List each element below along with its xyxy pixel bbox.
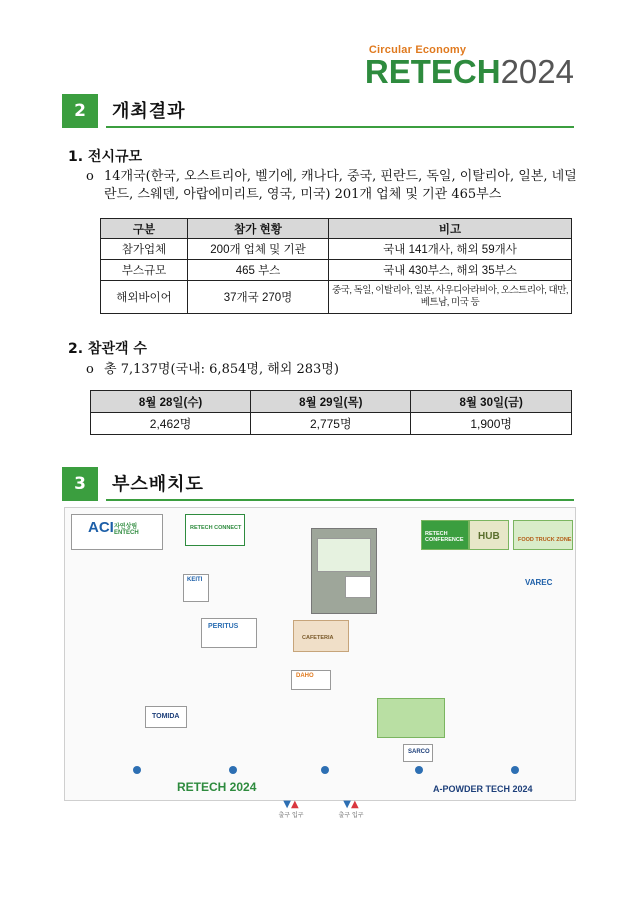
elc-booth — [345, 576, 371, 598]
table-cell: 해외바이어 — [101, 281, 188, 314]
table-header: 구분 — [101, 219, 188, 239]
table-row — [101, 239, 572, 260]
map-marker — [511, 766, 519, 774]
visitors-table — [90, 390, 572, 435]
table-cell: 중국, 독일, 이탈리아, 일본, 사우디아라비아, 오스트리아, 대만, 베트남, 미국 등 — [329, 281, 572, 314]
booth-floorplan — [64, 507, 576, 801]
section-title: 부스배치도 — [112, 474, 204, 495]
section-number: 3 — [62, 467, 98, 501]
logo-subtitle: Circular Economy — [368, 44, 467, 56]
aci-label: ACI — [88, 519, 114, 536]
sarco-booth — [403, 744, 433, 762]
table-cell: 1,900명 — [411, 413, 572, 435]
exit-label: 출구 입구 — [338, 812, 364, 819]
cafeteria-label: CAFETERIA — [302, 635, 334, 641]
table-row — [101, 260, 572, 281]
sarco-label: SARCO — [408, 749, 430, 755]
table-header: 비고 — [329, 219, 572, 239]
logo-year: 2024 — [500, 53, 574, 90]
section-2-header — [62, 94, 574, 128]
bullet-mark: o — [86, 169, 94, 184]
logo-retech: RETECH — [364, 53, 501, 90]
retech-connect-booth — [185, 514, 245, 546]
conference-booth — [421, 520, 469, 550]
table-header: 8월 28일(수) — [91, 391, 251, 413]
arrow-icon: ▼▲ — [343, 799, 359, 810]
keiti-booth — [183, 574, 209, 602]
retech-connect-label: RETECH CONNECT — [190, 525, 242, 531]
cafeteria — [293, 620, 349, 652]
map-marker — [321, 766, 329, 774]
exit-label: 출구 입구 — [278, 812, 304, 819]
central-booth — [317, 538, 371, 572]
table-header: 참가 현황 — [188, 219, 329, 239]
table-cell: 참가업체 — [101, 239, 188, 260]
exhibit-table — [100, 218, 572, 314]
map-marker — [229, 766, 237, 774]
food-truck-zone — [513, 520, 573, 550]
conference-label: RETECH CONFERENCE — [425, 531, 464, 543]
entrance-marker-2 — [336, 799, 366, 819]
table-header: 8월 30일(금) — [411, 391, 572, 413]
map-marker — [415, 766, 423, 774]
peritus-booth — [201, 618, 257, 648]
table-cell: 200개 업체 및 기관 — [188, 239, 329, 260]
daho-booth — [291, 670, 331, 690]
table-cell: 국내 141개사, 해외 59개사 — [329, 239, 572, 260]
visitors-text: 총 7,137명(국내: 6,854명, 해외 283명) — [104, 362, 339, 377]
visitors-bullet — [86, 361, 580, 379]
section-number: 2 — [62, 94, 98, 128]
retech-logo — [365, 44, 574, 88]
logo-wordmark — [364, 53, 574, 90]
visitors-heading: 2. 참관객 수 — [68, 341, 147, 357]
peritus-label: PERITUS — [208, 623, 239, 630]
tomida-label: TOMIDA — [152, 713, 180, 720]
exhibit-text: 14개국(한국, 오스트리아, 벨기에, 캐나다, 중국, 핀란드, 독일, 이탈리아, 일본, 네덜란드, 스웨덴, 아랍에미리트, 영국, 미국) 201개 업체 및 기관 465부스 — [104, 169, 577, 202]
keiti-label: KEITI — [187, 577, 203, 583]
table-cell: 국내 430부스, 해외 35부스 — [329, 260, 572, 281]
aci-booth — [71, 514, 163, 550]
entrance-marker-1 — [276, 799, 306, 819]
exhibit-bullet — [86, 168, 580, 204]
apowder-logo: A-POWDER TECH 2024 — [433, 784, 533, 794]
table-cell: 465 부스 — [188, 260, 329, 281]
food-truck-label: FOOD TRUCK ZONE — [518, 537, 572, 543]
table-row — [91, 413, 572, 435]
table-row — [101, 281, 572, 314]
varec-booth — [485, 570, 573, 596]
arrow-icon: ▼▲ — [283, 799, 299, 810]
varec-label: VAREC — [525, 578, 553, 587]
hub-label: HUB — [478, 531, 500, 542]
section-underline — [106, 126, 574, 128]
section-underline — [106, 499, 574, 501]
section-title: 개최결과 — [112, 101, 186, 122]
table-header: 8월 29일(목) — [251, 391, 411, 413]
table-cell: 2,462명 — [91, 413, 251, 435]
hub-zone — [469, 520, 509, 550]
table-header-row — [101, 219, 572, 239]
table-header-row — [91, 391, 572, 413]
retech-bottom-logo: RETECH 2024 — [177, 780, 257, 794]
table-cell: 37개국 270명 — [188, 281, 329, 314]
map-marker — [133, 766, 141, 774]
table-cell: 부스규모 — [101, 260, 188, 281]
section-3-header — [62, 467, 574, 501]
table-cell: 2,775명 — [251, 413, 411, 435]
aci-sub-label: 자연상림 ENTECH — [114, 524, 139, 536]
bullet-mark: o — [86, 362, 94, 377]
tomida-booth — [145, 706, 187, 728]
recycling-zone — [377, 698, 445, 738]
exhibit-heading: 1. 전시규모 — [68, 149, 143, 165]
daho-label: DAHO — [296, 673, 314, 679]
